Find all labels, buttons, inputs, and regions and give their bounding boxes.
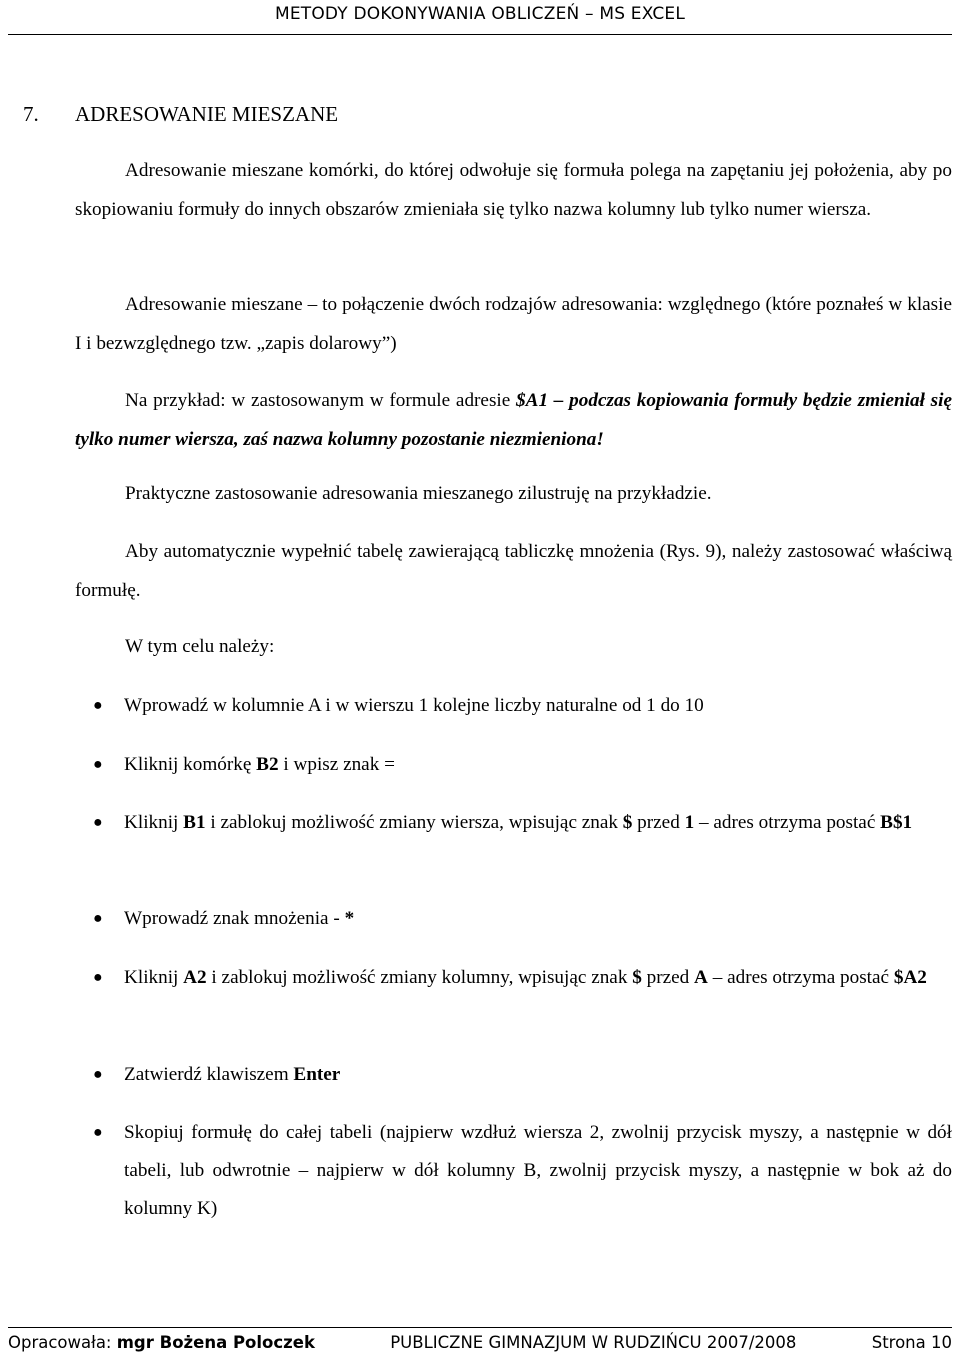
paragraph-example-text: Na przykład: w zastosowanym w formule adresie (125, 390, 517, 411)
footer-author-label: Opracowała: (8, 1333, 117, 1352)
section-number: 7. (23, 102, 39, 126)
mixed-ref-b-1: B$1 (880, 812, 913, 833)
section-title: ADRESOWANIE MIESZANE (75, 102, 339, 126)
paragraph-definition (75, 286, 952, 363)
list-item-text: Kliknij (124, 967, 184, 988)
paragraph-intro (75, 152, 952, 229)
list-item-text: i wpisz znak = (278, 754, 395, 775)
list-item-text: przed (632, 812, 685, 833)
page-footer (8, 1329, 952, 1357)
footer-author-name: mgr Bożena Poloczek (116, 1333, 315, 1352)
dollar-sign: $ (632, 967, 642, 988)
enter-key: Enter (293, 1064, 341, 1085)
paragraph-steps-intro (75, 628, 952, 667)
paragraph-table-text: Aby automatycznie wypełnić tabelę zawierającą tabliczkę mnożenia (Rys. 9), należy zastosować właściwą formułę. (75, 541, 952, 601)
list-item-text: Kliknij (124, 812, 184, 833)
footer-page-number: Strona 10 (871, 1333, 952, 1352)
list-item-text: – adres otrzyma postać (707, 967, 894, 988)
list-item-text: Wprowadź w kolumnie A i w wierszu 1 kolejne liczby naturalne od 1 do 10 (124, 695, 704, 716)
bullet-icon: ● (93, 756, 103, 773)
header-divider (8, 34, 952, 35)
paragraph-definition-text: Adresowanie mieszane – to połączenie dwóch rodzajów adresowania: względnego (które poznałeś w klasie I i bezwzględnego tzw. „zapis dolarowy”) (75, 294, 952, 354)
list-item-text: i zablokuj możliwość zmiany kolumny, wpisując znak (206, 967, 633, 988)
list-item-text: Wprowadź znak mnożenia - (124, 908, 345, 929)
bullet-icon: ● (93, 1124, 103, 1141)
list-item-text: i zablokuj możliwość zmiany wiersza, wpisując znak (205, 812, 623, 833)
row-number: 1 (684, 812, 695, 833)
footer-school: PUBLICZNE GIMNAZJUM W RUDZIŃCU 2007/2008 (390, 1333, 797, 1352)
bullet-icon: ● (93, 697, 103, 714)
paragraph-intro-text: Adresowanie mieszane komórki, do której odwołuje się formuła polega na zapętaniu jej położenia, aby po skopiowaniu formuły do innych obszarów zmieniała się tylko nazwa kolumny lub tylko numer wiersza. (75, 160, 952, 220)
paragraph-steps-intro-text: W tym celu należy: (125, 636, 275, 657)
column-letter: A (694, 967, 708, 988)
dollar-sign: $ (622, 812, 633, 833)
multiply-sign: * (344, 908, 355, 929)
header-title: METODY DOKONYWANIA OBLICZEŃ – MS EXCEL (274, 4, 686, 24)
section-heading (23, 99, 338, 129)
page-header (0, 0, 960, 35)
bullet-icon: ● (93, 814, 103, 831)
list-item-text: Kliknij komórkę (124, 754, 257, 775)
footer-author (8, 1329, 315, 1357)
mixed-ref-a-2: $A2 (893, 967, 927, 988)
cell-ref-a2: A2 (183, 967, 207, 988)
list-item-text: Skopiuj formułę do całej tabeli (najpierw wzdłuż wiersza 2, zwolnij przycisk myszy, a następnie w dół tabeli, lub odwrotnie – najpierw w dół kolumny B, zwolnij przycisk myszy, a następnie w bok aż do kolumny K) (124, 1122, 952, 1219)
bullet-icon: ● (93, 910, 103, 927)
bullet-icon: ● (93, 969, 103, 986)
footer-divider (8, 1327, 952, 1328)
list-item-text: – adres otrzyma postać (694, 812, 881, 833)
list-item-text: Zatwierdź klawiszem (124, 1064, 294, 1085)
paragraph-practical (75, 475, 952, 514)
cell-ref-b1: B1 (183, 812, 206, 833)
bullet-icon: ● (93, 1066, 103, 1083)
cell-ref-b2: B2 (256, 754, 279, 775)
list-item-text: przed (641, 967, 695, 988)
paragraph-practical-text: Praktyczne zastosowanie adresowania mieszanego zilustruję na przykładzie. (125, 483, 712, 504)
paragraph-example (75, 382, 952, 459)
paragraph-table (75, 533, 952, 610)
paragraph-example-emphasis: $A1 – podczas kopiowania formuły będzie zmieniał się tylko numer wiersza, zaś nazwa kolumny pozostanie niezmieniona! (75, 390, 952, 450)
